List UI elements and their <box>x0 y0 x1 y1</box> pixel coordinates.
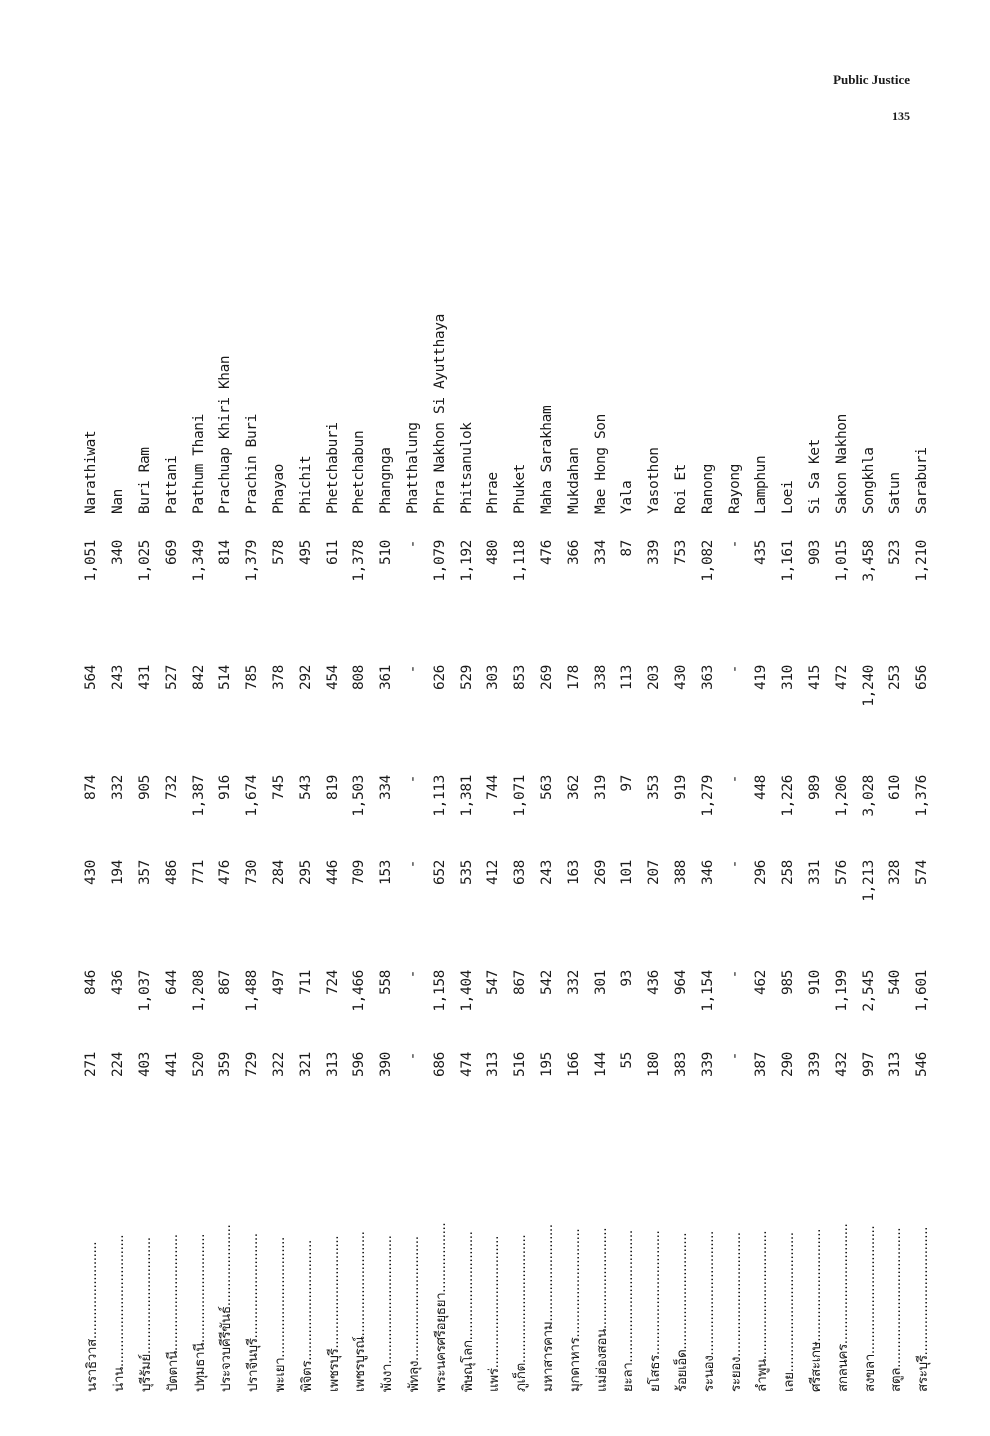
value-col-2: 867 <box>217 970 234 995</box>
table-row <box>641 252 668 1392</box>
thai-province-name: แม่ฮ่องสอน.......................... <box>593 1227 610 1392</box>
value-col-1: 290 <box>780 1052 797 1077</box>
value-col-5: 378 <box>270 665 287 690</box>
province-statistics-table <box>78 252 936 1392</box>
value-col-2: 846 <box>83 970 100 995</box>
value-col-3: 652 <box>431 860 448 885</box>
english-province-name: Lamphun <box>753 455 770 514</box>
value-col-2: 462 <box>753 970 770 995</box>
value-col-5: 785 <box>244 665 261 690</box>
value-col-4: 1,387 <box>190 775 207 817</box>
english-province-name: Phatthalung <box>404 422 421 514</box>
value-col-6: 1,079 <box>431 540 448 582</box>
english-province-name: Sakon Nakhon <box>833 414 850 514</box>
value-col-2: 1,404 <box>458 970 475 1012</box>
value-col-4: 563 <box>538 775 555 800</box>
value-col-3: 295 <box>297 860 314 885</box>
table-row <box>292 252 319 1392</box>
table-row <box>614 252 641 1392</box>
value-col-2: 1,601 <box>914 970 931 1012</box>
table-row <box>855 252 882 1392</box>
value-col-3: 357 <box>136 860 153 885</box>
value-col-4: 819 <box>324 775 341 800</box>
value-col-6: 1,161 <box>780 540 797 582</box>
value-col-3: 346 <box>699 860 716 885</box>
value-col-2: 547 <box>485 970 502 995</box>
value-col-6: 1,015 <box>833 540 850 582</box>
value-col-6: 510 <box>378 540 395 565</box>
english-province-name: Prachin Buri <box>244 414 261 514</box>
value-col-4: 319 <box>592 775 609 800</box>
value-col-4: 610 <box>887 775 904 800</box>
value-col-2: 1,154 <box>699 970 716 1012</box>
table-row <box>239 252 266 1392</box>
value-col-3: 574 <box>914 860 931 885</box>
value-col-5: 430 <box>672 665 689 690</box>
value-col-4: 97 <box>619 775 636 792</box>
value-col-6: 1,118 <box>512 540 529 582</box>
value-col-6: - <box>404 540 421 549</box>
value-col-5: 243 <box>110 665 127 690</box>
value-col-6: 1,378 <box>351 540 368 582</box>
thai-province-name: พะเยา............................... <box>271 1237 288 1392</box>
english-province-name: Phra Nakhon Si Ayutthaya <box>431 314 448 514</box>
english-province-name: Mae Hong Son <box>592 414 609 514</box>
value-col-5: 527 <box>163 665 180 690</box>
table-row <box>909 252 936 1392</box>
thai-province-name: ปทุมธานี............................ <box>191 1234 208 1392</box>
thai-province-name: พังงา................................. <box>379 1235 396 1392</box>
running-header-title: Public Justice <box>833 72 910 87</box>
table-row <box>694 252 721 1392</box>
thai-province-name: ปราจีนบุรี........................... <box>245 1233 262 1392</box>
thai-province-name: ภูเก็ต................................. <box>513 1234 530 1392</box>
value-col-1: 520 <box>190 1052 207 1077</box>
value-col-3: 296 <box>753 860 770 885</box>
value-col-2: 644 <box>163 970 180 995</box>
english-province-name: Ranong <box>699 464 716 514</box>
english-province-name: Phrae <box>485 472 502 514</box>
value-col-4: 448 <box>753 775 770 800</box>
table-row <box>882 252 909 1392</box>
value-col-3: 194 <box>110 860 127 885</box>
thai-province-name: นราธิวาส......................... <box>84 1241 101 1392</box>
value-col-1: 359 <box>217 1052 234 1077</box>
english-province-name: Phayao <box>270 464 287 514</box>
value-col-6: 1,025 <box>136 540 153 582</box>
value-col-3: 486 <box>163 860 180 885</box>
value-col-5: 656 <box>914 665 931 690</box>
value-col-2: 497 <box>270 970 287 995</box>
value-col-5: 853 <box>512 665 529 690</box>
value-col-3: 153 <box>378 860 395 885</box>
value-col-2: 1,199 <box>833 970 850 1012</box>
value-col-4: 1,071 <box>512 775 529 817</box>
value-col-4: 744 <box>485 775 502 800</box>
value-col-4: 905 <box>136 775 153 800</box>
value-col-1: 313 <box>485 1052 502 1077</box>
thai-province-name: สงขลา................................. <box>861 1225 878 1392</box>
value-col-4: 1,206 <box>833 775 850 817</box>
value-col-3: 243 <box>538 860 555 885</box>
value-col-5: 203 <box>646 665 663 690</box>
value-col-6: 495 <box>297 540 314 565</box>
english-province-name: Phetchabun <box>351 430 368 514</box>
thai-province-name: มหาสารคาม......................... <box>539 1224 556 1392</box>
value-col-3: - <box>404 860 421 869</box>
thai-province-name: ปัตตานี.............................. <box>164 1234 181 1392</box>
value-col-4: 1,381 <box>458 775 475 817</box>
value-col-5: 292 <box>297 665 314 690</box>
value-col-2: - <box>404 970 421 979</box>
value-col-5: 338 <box>592 665 609 690</box>
value-col-5: 178 <box>565 665 582 690</box>
thai-province-name: น่าน.................................. <box>111 1234 128 1392</box>
value-col-6: 1,349 <box>190 540 207 582</box>
value-col-1: 997 <box>860 1052 877 1077</box>
value-col-1: 390 <box>378 1052 395 1077</box>
value-col-5: 303 <box>485 665 502 690</box>
value-col-6: 87 <box>619 540 636 557</box>
thai-province-name: เพชรบุรี............................. <box>325 1235 342 1392</box>
value-col-4: 1,226 <box>780 775 797 817</box>
value-col-4: 874 <box>83 775 100 800</box>
value-col-2: 867 <box>512 970 529 995</box>
value-col-4: 1,279 <box>699 775 716 817</box>
table-row <box>373 252 400 1392</box>
value-col-6: 814 <box>217 540 234 565</box>
value-col-4: 543 <box>297 775 314 800</box>
value-col-3: 638 <box>512 860 529 885</box>
value-col-6: 476 <box>538 540 555 565</box>
english-province-name: Phetchaburi <box>324 422 341 514</box>
english-province-name: Phangnga <box>378 447 395 514</box>
thai-province-name: มุกดาหาร............................ <box>566 1228 583 1392</box>
value-col-5: 842 <box>190 665 207 690</box>
thai-province-name: ร้อยเอ็ด.............................. <box>673 1232 690 1392</box>
english-province-name: Rayong <box>726 464 743 514</box>
thai-province-name: ระยอง................................ <box>727 1232 744 1392</box>
value-col-2: 542 <box>538 970 555 995</box>
value-col-6: 669 <box>163 540 180 565</box>
value-col-6: 578 <box>270 540 287 565</box>
value-col-1: 166 <box>565 1052 582 1077</box>
value-col-2: 93 <box>619 970 636 987</box>
value-col-2: 1,158 <box>431 970 448 1012</box>
value-col-5: 269 <box>538 665 555 690</box>
value-col-6: 1,210 <box>914 540 931 582</box>
table-row <box>346 252 373 1392</box>
english-province-name: Yasothon <box>646 447 663 514</box>
english-province-name: Satun <box>887 472 904 514</box>
value-col-3: 412 <box>485 860 502 885</box>
value-col-1: 180 <box>646 1052 663 1077</box>
thai-province-name: เลย.................................... <box>781 1232 798 1392</box>
value-col-4: 362 <box>565 775 582 800</box>
value-col-3: 258 <box>780 860 797 885</box>
value-col-1: 224 <box>110 1052 127 1077</box>
value-col-1: - <box>404 1052 421 1061</box>
value-col-6: 435 <box>753 540 770 565</box>
page-number: 135 <box>892 109 910 123</box>
table-row <box>453 252 480 1392</box>
value-col-2: 1,488 <box>244 970 261 1012</box>
value-col-1: 516 <box>512 1052 529 1077</box>
value-col-2: 2,545 <box>860 970 877 1012</box>
thai-province-name: สกลนคร............................... <box>834 1223 851 1392</box>
value-col-4: 919 <box>672 775 689 800</box>
english-province-name: Phitsanulok <box>458 422 475 514</box>
value-col-5: 253 <box>887 665 904 690</box>
value-col-4: 3,028 <box>860 775 877 817</box>
table-row <box>802 252 829 1392</box>
value-col-2: 910 <box>806 970 823 995</box>
thai-province-name: ศรีสะเกษ............................. <box>807 1228 824 1392</box>
value-col-5: 113 <box>619 665 636 690</box>
table-row <box>668 252 695 1392</box>
thai-province-name: ลำพูน................................. <box>754 1230 771 1392</box>
thai-province-name: ประจวบคีรีขันธ์..................... <box>218 1224 235 1392</box>
thai-province-name: พระนครศรีอยุธยา.................. <box>432 1222 449 1392</box>
value-col-5: 564 <box>83 665 100 690</box>
english-province-name: Si Sa Ket <box>806 439 823 514</box>
value-col-1: 403 <box>136 1052 153 1077</box>
value-col-3: 163 <box>565 860 582 885</box>
english-province-name: Mukdahan <box>565 447 582 514</box>
value-col-4: 745 <box>270 775 287 800</box>
value-col-4: - <box>726 775 743 784</box>
value-col-6: 366 <box>565 540 582 565</box>
value-col-4: 1,503 <box>351 775 368 817</box>
table-row <box>587 252 614 1392</box>
thai-province-name: แพร่.................................. <box>486 1236 503 1392</box>
value-col-2: 1,466 <box>351 970 368 1012</box>
value-col-5: 472 <box>833 665 850 690</box>
value-col-1: 313 <box>887 1052 904 1077</box>
value-col-6: 340 <box>110 540 127 565</box>
value-col-6: 339 <box>646 540 663 565</box>
value-col-3: 207 <box>646 860 663 885</box>
value-col-1: 387 <box>753 1052 770 1077</box>
value-col-4: - <box>404 775 421 784</box>
english-province-name: Maha Sarakham <box>538 405 555 514</box>
value-col-2: 540 <box>887 970 904 995</box>
value-col-4: 353 <box>646 775 663 800</box>
value-col-5: 363 <box>699 665 716 690</box>
value-col-2: 1,037 <box>136 970 153 1012</box>
value-col-1: 546 <box>914 1052 931 1077</box>
english-province-name: Roi Et <box>672 464 689 514</box>
english-province-name: Saraburi <box>914 447 931 514</box>
english-province-name: Narathiwat <box>83 430 100 514</box>
value-col-5: 1,240 <box>860 665 877 707</box>
value-col-5: - <box>726 665 743 674</box>
value-col-5: - <box>404 665 421 674</box>
english-province-name: Loei <box>780 480 797 514</box>
value-col-5: 454 <box>324 665 341 690</box>
value-col-5: 361 <box>378 665 395 690</box>
table-row <box>105 252 132 1392</box>
value-col-1: 339 <box>806 1052 823 1077</box>
thai-province-name: สตูล.................................... <box>888 1227 905 1392</box>
value-col-1: 195 <box>538 1052 555 1077</box>
thai-province-name: พิจิตร............................... <box>298 1240 315 1392</box>
value-col-6: 1,192 <box>458 540 475 582</box>
english-province-name: Prachuap Khiri Khan <box>217 355 234 514</box>
table-row <box>400 252 427 1392</box>
value-col-4: 916 <box>217 775 234 800</box>
thai-province-name: สระบุรี................................. <box>915 1227 932 1392</box>
value-col-5: 415 <box>806 665 823 690</box>
value-col-1: 686 <box>431 1052 448 1077</box>
thai-province-name: ยะลา.................................. <box>620 1230 637 1392</box>
table-row <box>534 252 561 1392</box>
value-col-3: 430 <box>83 860 100 885</box>
table-row <box>775 252 802 1392</box>
value-col-1: 55 <box>619 1052 636 1069</box>
english-province-name: Phichit <box>297 455 314 514</box>
value-col-2: 301 <box>592 970 609 995</box>
value-col-5: 419 <box>753 665 770 690</box>
value-col-6: 523 <box>887 540 904 565</box>
value-col-1: 321 <box>297 1052 314 1077</box>
thai-province-name: เพชรบูรณ์........................... <box>352 1231 369 1392</box>
english-province-name: Pathum Thani <box>190 414 207 514</box>
table-row <box>132 252 159 1392</box>
thai-province-name: พิษณุโลก............................ <box>459 1231 476 1392</box>
value-col-1: 596 <box>351 1052 368 1077</box>
table-row <box>158 252 185 1392</box>
value-col-2: 964 <box>672 970 689 995</box>
value-col-3: 476 <box>217 860 234 885</box>
value-col-4: 1,674 <box>244 775 261 817</box>
value-col-6: 903 <box>806 540 823 565</box>
value-col-3: 269 <box>592 860 609 885</box>
value-col-1: 144 <box>592 1052 609 1077</box>
english-province-name: Phuket <box>512 464 529 514</box>
value-col-5: 514 <box>217 665 234 690</box>
value-col-2: 724 <box>324 970 341 995</box>
value-col-2: 332 <box>565 970 582 995</box>
value-col-5: 529 <box>458 665 475 690</box>
value-col-3: 576 <box>833 860 850 885</box>
thai-province-name: พัทลุง................................ <box>405 1236 422 1392</box>
value-col-3: 709 <box>351 860 368 885</box>
value-col-3: 1,213 <box>860 860 877 902</box>
value-col-5: 808 <box>351 665 368 690</box>
value-col-1: - <box>726 1052 743 1061</box>
english-province-name: Buri Ram <box>136 447 153 514</box>
value-col-3: 284 <box>270 860 287 885</box>
value-col-6: 611 <box>324 540 341 565</box>
value-col-6: - <box>726 540 743 549</box>
value-col-6: 1,379 <box>244 540 261 582</box>
value-col-4: 732 <box>163 775 180 800</box>
value-col-2: 985 <box>780 970 797 995</box>
table-row <box>828 252 855 1392</box>
value-col-1: 729 <box>244 1052 261 1077</box>
table-row <box>721 252 748 1392</box>
value-col-2: 711 <box>297 970 314 995</box>
value-col-4: 1,376 <box>914 775 931 817</box>
table-row <box>560 252 587 1392</box>
thai-province-name: ระนอง................................ <box>700 1231 717 1392</box>
value-col-6: 480 <box>485 540 502 565</box>
value-col-3: 101 <box>619 860 636 885</box>
table-row <box>507 252 534 1392</box>
value-col-6: 1,082 <box>699 540 716 582</box>
value-col-1: 383 <box>672 1052 689 1077</box>
table-row <box>480 252 507 1392</box>
value-col-3: 446 <box>324 860 341 885</box>
thai-province-name: บุรีรัมย์.............................. <box>137 1237 154 1392</box>
value-col-1: 339 <box>699 1052 716 1077</box>
value-col-2: 558 <box>378 970 395 995</box>
value-col-2: - <box>726 970 743 979</box>
value-col-4: 334 <box>378 775 395 800</box>
table-row <box>266 252 293 1392</box>
value-col-1: 271 <box>83 1052 100 1077</box>
value-col-1: 441 <box>163 1052 180 1077</box>
value-col-6: 1,051 <box>83 540 100 582</box>
value-col-1: 322 <box>270 1052 287 1077</box>
value-col-2: 1,208 <box>190 970 207 1012</box>
value-col-5: 626 <box>431 665 448 690</box>
thai-province-name: ยโสธร................................ <box>647 1230 664 1392</box>
value-col-3: - <box>726 860 743 869</box>
value-col-2: 436 <box>646 970 663 995</box>
value-col-6: 334 <box>592 540 609 565</box>
english-province-name: Yala <box>619 480 636 514</box>
value-col-3: 331 <box>806 860 823 885</box>
english-province-name: Nan <box>110 489 127 514</box>
table-row <box>78 252 105 1392</box>
value-col-5: 310 <box>780 665 797 690</box>
value-col-3: 328 <box>887 860 904 885</box>
value-col-4: 332 <box>110 775 127 800</box>
table-row <box>426 252 453 1392</box>
table-row <box>185 252 212 1392</box>
value-col-2: 436 <box>110 970 127 995</box>
value-col-4: 1,113 <box>431 775 448 817</box>
table-row <box>748 252 775 1392</box>
value-col-1: 313 <box>324 1052 341 1077</box>
table-row <box>212 252 239 1392</box>
value-col-3: 535 <box>458 860 475 885</box>
value-col-3: 388 <box>672 860 689 885</box>
value-col-3: 771 <box>190 860 207 885</box>
value-col-4: 989 <box>806 775 823 800</box>
value-col-6: 3,458 <box>860 540 877 582</box>
value-col-6: 753 <box>672 540 689 565</box>
table-row <box>319 252 346 1392</box>
value-col-1: 432 <box>833 1052 850 1077</box>
english-province-name: Pattani <box>163 455 180 514</box>
value-col-1: 474 <box>458 1052 475 1077</box>
english-province-name: Songkhla <box>860 447 877 514</box>
value-col-5: 431 <box>136 665 153 690</box>
value-col-3: 730 <box>244 860 261 885</box>
